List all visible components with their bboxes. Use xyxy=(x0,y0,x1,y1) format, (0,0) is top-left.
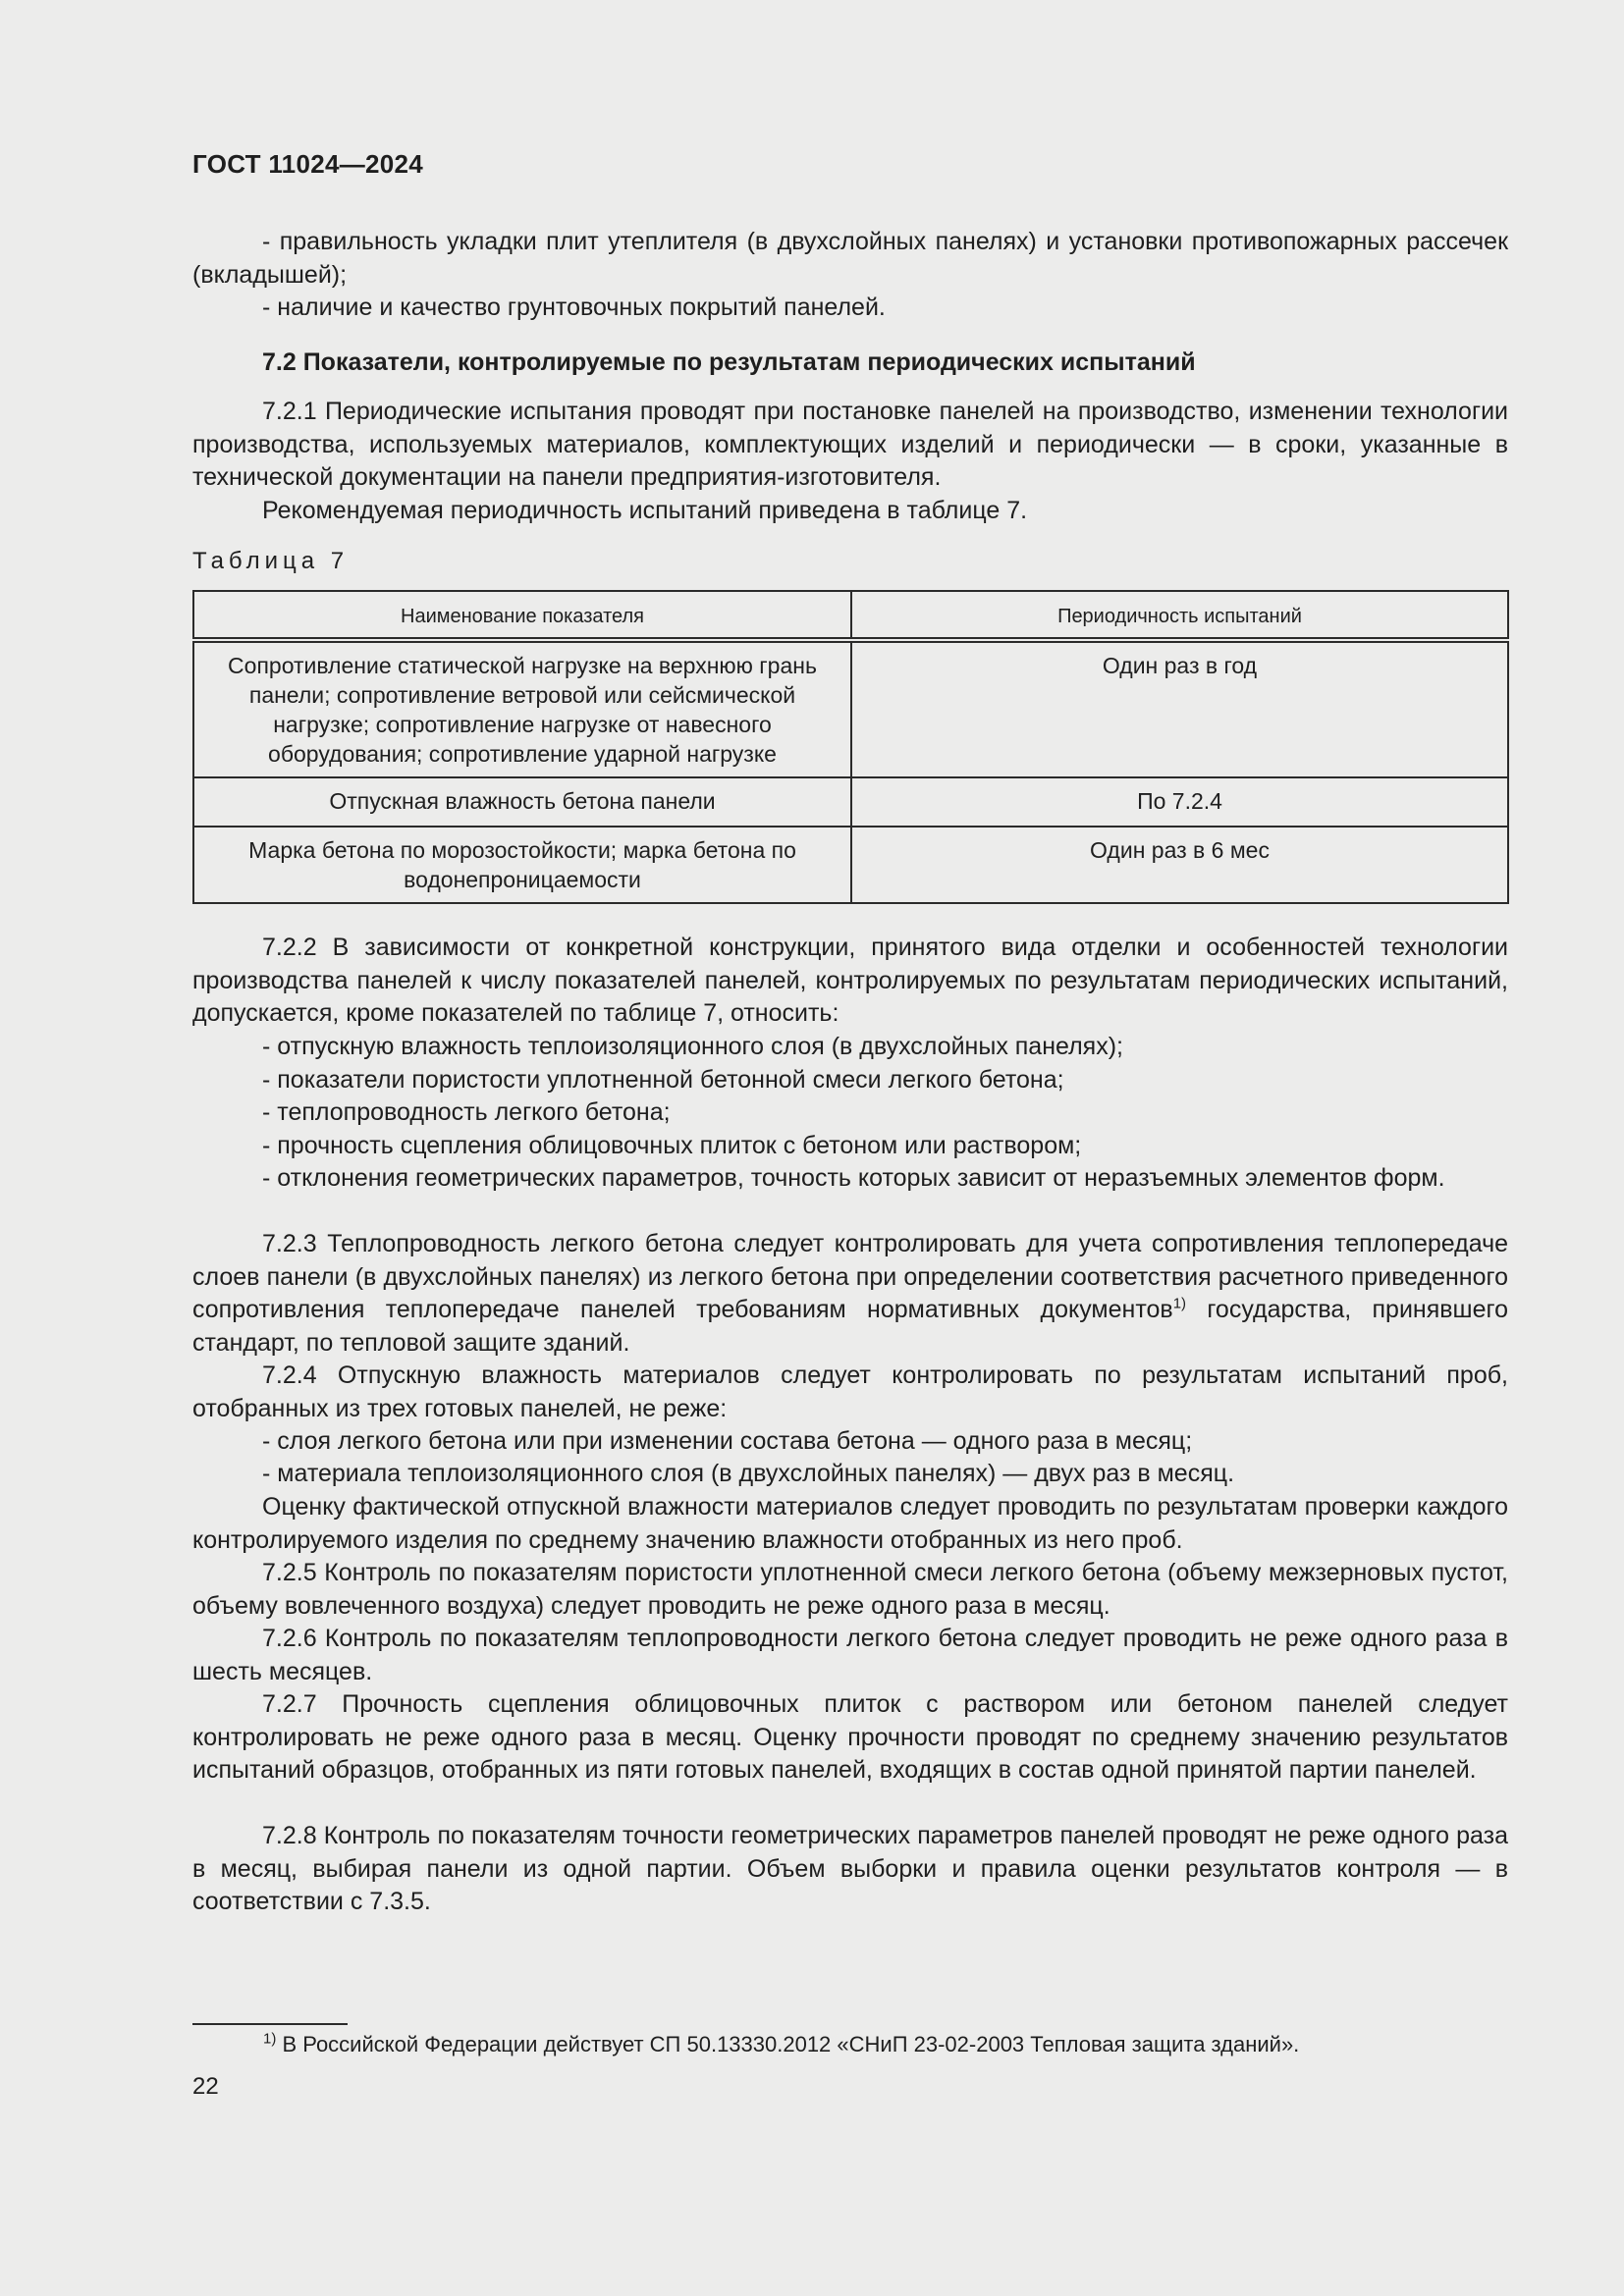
section-heading: 7.2 Показатели, контролируемые по результатам периодических испытаний xyxy=(262,348,1196,376)
footnote xyxy=(263,2032,1299,2057)
paragraph-7-2-1: 7.2.1 Периодические испытания проводят при постановке панелей на производство, изменении технологии производства, используемых материалов, комплектующих изделий и периодически — в сроки, указанные в технической документации на панели предприятия-изготовителя. xyxy=(192,398,1508,491)
intro-item-2: - наличие и качество грунтовочных покрытий панелей. xyxy=(262,294,886,321)
table-header-cell: Периодичность испытаний xyxy=(851,591,1508,640)
paragraph-7-2-3 xyxy=(192,1228,1508,1360)
paragraph-recommend: Рекомендуемая периодичность испытаний приведена в таблице 7. xyxy=(262,497,1028,524)
table-row xyxy=(193,777,1508,827)
list-item: - материала теплоизоляционного слоя (в двухслойных панелях) — двух раз в месяц. xyxy=(262,1460,1235,1487)
intro-item-1: - правильность укладки плит утеплителя (в двухслойных панелях) и установки противопожарных рассечек (вкладышей); xyxy=(192,228,1508,289)
table-row xyxy=(193,640,1508,777)
list-item: - теплопроводность легкого бетона; xyxy=(262,1098,671,1126)
table-cell: Сопротивление статической нагрузке на верхнюю грань панели; сопротивление ветровой или сейсмической нагрузке; сопротивление нагрузке от навесного оборудования; сопротивление ударной нагрузке xyxy=(193,640,851,777)
table-header-row xyxy=(193,591,1508,640)
paragraph-estimate: Оценку фактической отпускной влажности материалов следует проводить по результатам проверки каждого контролируемого изделия по среднему значению влажности отобранных из него проб. xyxy=(192,1493,1508,1554)
footnote-mark: 1) xyxy=(263,2030,277,2048)
table-cell: Отпускная влажность бетона панели xyxy=(193,777,851,827)
paragraph-7-2-3-text: 7.2.3 Теплопроводность легкого бетона следует контролировать для учета сопротивления теплопередаче слоев панели (в двухслойных панелях) из легкого бетона при определении соответствия расчетного приведенного сопротивления теплопередаче панелей требованиям нормативных документов xyxy=(192,1230,1508,1323)
document-header: ГОСТ 11024—2024 xyxy=(192,149,424,179)
table-row xyxy=(193,827,1508,903)
list-item: - показатели пористости уплотненной бетонной смеси легкого бетона; xyxy=(262,1066,1064,1094)
paragraph-7-2-4: 7.2.4 Отпускную влажность материалов следует контролировать по результатам испытаний проб, отобранных из трех готовых панелей, не реже: xyxy=(192,1362,1508,1422)
table-header-cell: Наименование показателя xyxy=(193,591,851,640)
list-item: - слоя легкого бетона или при изменении состава бетона — одного раза в месяц; xyxy=(262,1427,1193,1455)
paragraph-7-2-3-tail: государства, принявшего стандарт, по тепловой защите зданий. xyxy=(192,1296,1508,1357)
table-cell: Марка бетона по морозостойкости; марка бетона по водонепроницаемости xyxy=(193,827,851,903)
table-cell: Один раз в год xyxy=(851,640,1508,777)
list-item: - прочность сцепления облицовочных плиток с бетоном или раствором; xyxy=(262,1132,1082,1159)
table-cell: По 7.2.4 xyxy=(851,777,1508,827)
list-item: - отпускную влажность теплоизоляционного слоя (в двухслойных панелях); xyxy=(262,1033,1123,1060)
footnote-text: В Российской Федерации действует СП 50.13330.2012 «СНиП 23-02-2003 Тепловая защита зданий». xyxy=(276,2032,1300,2056)
paragraph-7-2-6: 7.2.6 Контроль по показателям теплопроводности легкого бетона следует проводить не реже одного раза в шесть месяцев. xyxy=(192,1625,1508,1685)
paragraph-7-2-7: 7.2.7 Прочность сцепления облицовочных плиток с раствором или бетоном панелей следует контролировать не реже одного раза в месяц. Оценку прочности проводят по среднему значению результатов испытаний образцов, отобранных из пяти готовых панелей, входящих в состав одной принятой партии панелей. xyxy=(192,1690,1508,1784)
paragraph-7-2-8: 7.2.8 Контроль по показателям точности геометрических параметров панелей проводят не реже одного раза в месяц, выбирая панели из одной партии. Объем выборки и правила оценки результатов контроля — в соответствии с 7.3.5. xyxy=(192,1822,1508,1915)
paragraph-7-2-2: 7.2.2 В зависимости от конкретной конструкции, принятого вида отделки и особенностей технологии производства панелей к числу показателей панелей, контролируемых по результатам периодических испытаний, допускается, кроме показателей по таблице 7, относить: xyxy=(192,934,1508,1027)
list-item: - отклонения геометрических параметров, точность которых зависит от неразъемных элементов форм. xyxy=(262,1164,1445,1192)
table-caption: Таблица 7 xyxy=(192,548,350,574)
table-cell: Один раз в 6 мес xyxy=(851,827,1508,903)
footnote-ref: 1) xyxy=(1172,1295,1187,1312)
table-7 xyxy=(192,590,1509,904)
page-number: 22 xyxy=(192,2073,219,2100)
footnote-divider xyxy=(192,2023,348,2025)
paragraph-7-2-5: 7.2.5 Контроль по показателям пористости уплотненной смеси легкого бетона (объему межзерновых пустот, объему вовлеченного воздуха) следует проводить не реже одного раза в месяц. xyxy=(192,1559,1508,1620)
